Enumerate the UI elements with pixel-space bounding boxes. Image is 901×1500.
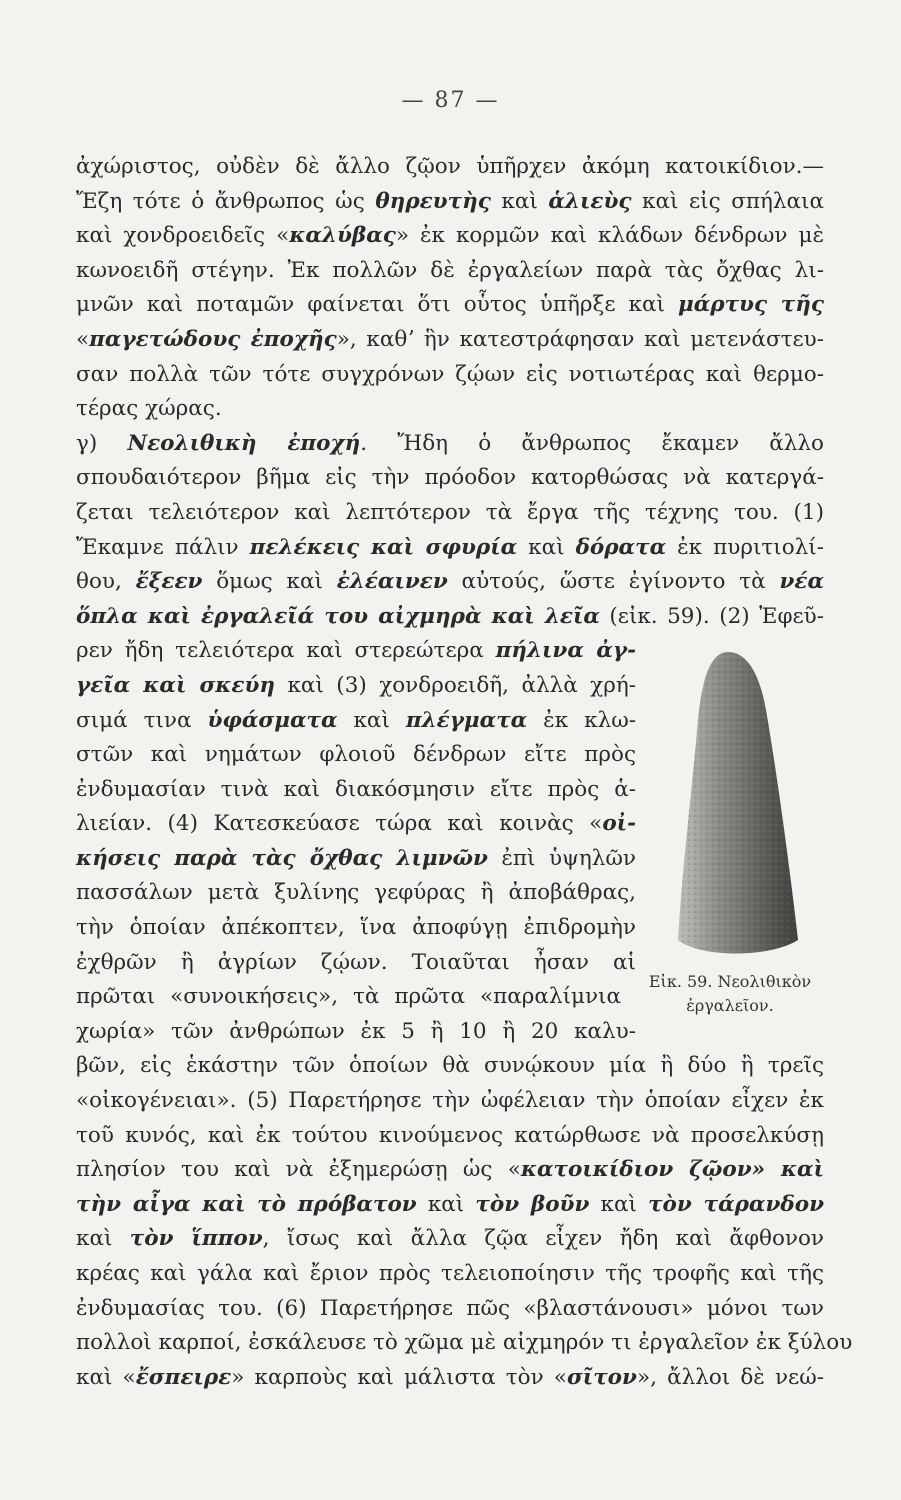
plain-text: ἐπὶ ὑψηλῶν xyxy=(487,845,637,871)
emphasis-text: τὸν ἵππον xyxy=(129,1226,263,1252)
emphasis-text: ἐλέαινεν xyxy=(336,569,448,595)
emphasis-text: τὸν τάρανδον xyxy=(648,1191,824,1217)
plain-text: καὶ « xyxy=(76,1364,136,1390)
text-line xyxy=(76,669,636,704)
plain-text: τέρας χώρας. xyxy=(76,396,222,422)
text-line xyxy=(76,1292,824,1327)
emphasis-text: πελέκεις καὶ σφυρία xyxy=(249,534,518,560)
figure-caption-line: ἐργαλεῖον. xyxy=(686,996,774,1015)
text-line xyxy=(76,842,636,877)
plain-text: καὶ xyxy=(416,1191,476,1217)
emphasis-text: παγετώδους ἐποχῆς xyxy=(89,326,337,352)
plain-text: σαν πολλὰ τῶν τότε συγχρόνων ζῴων εἰς νοτιωτέρας καὶ θερμο- xyxy=(76,361,824,387)
plain-text: (εἰκ. 59). (2) Ἐφεῦ- xyxy=(599,603,824,629)
text-line xyxy=(76,738,636,773)
text-line xyxy=(76,946,636,981)
emphasis-text: ἔσπειρε xyxy=(135,1364,232,1390)
plain-text: Ἔζη τότε ὁ ἄνθρωπος ὡς xyxy=(76,188,376,214)
text-line xyxy=(76,358,824,393)
plain-text: καὶ χονδροειδεῖς « xyxy=(76,223,290,249)
text-line xyxy=(76,634,636,669)
plain-text: » καρποὺς καὶ μάλιστα τὸν « xyxy=(231,1364,567,1390)
plain-text: στῶν καὶ νημάτων φλοιοῦ δένδρων εἴτε πρὸς xyxy=(76,742,636,768)
stone-tool-image xyxy=(640,640,830,970)
emphasis-text: ὅπλα καὶ ἐργαλεῖά του αἰχμηρὰ καὶ λεῖα xyxy=(76,603,600,629)
plain-text: ὅμως καὶ xyxy=(202,569,337,595)
plain-text: καὶ xyxy=(589,1191,649,1217)
plain-text: ἐνδυμασίαν τινὰ καὶ διακόσμησιν εἴτε πρὸς ἁ- xyxy=(76,776,636,802)
plain-text: καὶ xyxy=(337,707,406,733)
text-line xyxy=(76,704,636,739)
emphasis-text: πλέγματα xyxy=(405,707,528,733)
plain-text: «οἰκογένειαι». (5) Παρετήρησε τὴν ὠφέλειαν τὴν ὁποίαν εἶχεν ἐκ xyxy=(76,1088,824,1114)
emphasis-text: οἰ- xyxy=(602,811,636,837)
emphasis-text: θηρευτὴς xyxy=(375,188,491,214)
plain-text: καὶ εἰς σπήλαια xyxy=(631,188,824,214)
text-line xyxy=(76,1222,824,1257)
plain-text: βῶν, εἰς ἑκάστην τῶν ὁποίων θὰ συνῴκουν μία ἢ δύο ἢ τρεῖς xyxy=(76,1053,824,1079)
plain-text: πολλοὶ καρποί, ἐσκάλευσε τὸ χῶμα μὲ αἰχμηρόν τι ἐργαλεῖον ἐκ ξύλου xyxy=(76,1330,853,1356)
text-line xyxy=(76,427,824,462)
plain-text: τὴν ὁποίαν ἀπέκοπτεν, ἵνα ἀποφύγῃ ἐπιδρομὴν xyxy=(76,915,636,941)
text-line xyxy=(76,773,636,808)
text-line xyxy=(76,496,824,531)
plain-text: ἀχώριστος, οὐδὲν δὲ ἄλλο ζῷον ὑπῆρχεν ἀκόμη κατοικίδιον.— xyxy=(76,154,824,179)
plain-text: γ) xyxy=(76,430,128,456)
text-line xyxy=(76,219,824,254)
plain-text: », καθʼ ἣν κατεστράφησαν καὶ μετενάστευ- xyxy=(336,326,824,352)
figure-caption-line: Εἰκ. 59. Νεολιθικὸν xyxy=(648,972,812,991)
emphasis-text: Νεολιθικὴ ἐποχή xyxy=(127,430,361,456)
text-line xyxy=(76,461,824,496)
text-line xyxy=(76,1015,636,1050)
plain-text: ζεται τελειότερον καὶ λεπτότερον τὰ ἔργα τῆς τέχνης του. (1) xyxy=(76,499,824,525)
text-line xyxy=(76,600,824,635)
plain-text: « xyxy=(76,326,90,352)
text-line xyxy=(76,150,824,185)
plain-text: » ἐκ κορμῶν καὶ κλάδων δένδρων μὲ xyxy=(395,223,825,249)
plain-text: καὶ xyxy=(76,1226,130,1252)
emphasis-text: ἁλιεὺς xyxy=(548,188,632,214)
text-line xyxy=(76,531,824,566)
emphasis-text: καλύβας xyxy=(289,223,396,249)
emphasis-text: δόρατα xyxy=(575,534,667,560)
plain-text: μνῶν καὶ ποταμῶν φαίνεται ὅτι οὗτος ὑπῆρξε καὶ xyxy=(76,292,679,318)
figure-caption xyxy=(630,970,830,1018)
emphasis-text: γεῖα καὶ σκεύη xyxy=(76,672,276,698)
plain-text: καὶ (3) χονδροειδῆ, ἀλλὰ χρή- xyxy=(275,672,636,698)
plain-text: ρεν ἤδη τελειότερα καὶ στερεώτερα xyxy=(76,638,496,664)
plain-text: ἐνδυμασίας του. (6) Παρετήρησε πῶς «βλαστάνουσι» μόνοι των xyxy=(76,1295,824,1321)
emphasis-text: τὸν βοῦν xyxy=(475,1191,590,1217)
text-line xyxy=(76,876,636,911)
emphasis-text: κήσεις παρὰ τὰς ὄχθας λιμνῶν xyxy=(76,845,488,871)
text-line xyxy=(76,1119,824,1154)
plain-text: πρῶται «συνοικήσεις», τὰ πρῶτα «παραλίμνια xyxy=(76,984,621,1010)
emphasis-text: ὑφάσματα xyxy=(207,707,338,733)
emphasis-text: πήλινα ἀγ- xyxy=(495,638,636,664)
emphasis-text: ἔξεεν xyxy=(135,569,203,595)
emphasis-text: κατοικίδιον ζῷον» καὶ xyxy=(520,1157,824,1183)
text-line xyxy=(76,911,636,946)
text-line xyxy=(76,254,824,289)
plain-text: πλησίον του καὶ νὰ ἐξημερώσῃ ὡς « xyxy=(76,1157,521,1183)
emphasis-text: σῖτον xyxy=(566,1364,637,1390)
emphasis-text: τὴν αἶγα καὶ τὸ πρόβατον xyxy=(76,1191,417,1217)
text-line xyxy=(76,565,824,600)
plain-text: κρέας καὶ γάλα καὶ ἔριον πρὸς τελειοποίησιν τῆς τροφῆς καὶ τῆς xyxy=(76,1261,824,1286)
plain-text: ἐχθρῶν ἢ ἀγρίων ζῴων. Τοιαῦται ἦσαν αἱ xyxy=(76,949,636,975)
text-line xyxy=(76,1257,824,1292)
plain-text: καὶ xyxy=(517,534,576,560)
text-line xyxy=(76,288,824,323)
text-line xyxy=(76,323,824,358)
plain-text: . Ἤδη ὁ ἄνθρωπος ἔκαμεν ἄλλο xyxy=(360,430,825,456)
text-line xyxy=(76,1326,853,1361)
plain-text: ἐκ κλω- xyxy=(527,707,636,733)
plain-text: σπουδαιότερον βῆμα εἰς τὴν πρόοδον κατορθώσας νὰ κατεργά- xyxy=(76,465,824,491)
text-line xyxy=(76,1153,824,1188)
text-line xyxy=(76,185,824,220)
neolithic-tool-figure xyxy=(640,640,830,1025)
text-line xyxy=(76,1361,824,1396)
text-line xyxy=(76,807,636,842)
plain-text: ἐκ πυριτιολί- xyxy=(666,534,824,560)
plain-text: κωνοειδῆ στέγην. Ἐκ πολλῶν δὲ ἐργαλείων παρὰ τὰς ὄχθας λι- xyxy=(76,257,824,283)
emphasis-text: νέα xyxy=(779,569,824,595)
text-line xyxy=(76,980,621,1015)
plain-text: », ἄλλοι δὲ νεώ- xyxy=(636,1364,824,1390)
plain-text: πασσάλων μετὰ ξυλίνης γεφύρας ἢ ἀποβάθρας, xyxy=(76,880,636,906)
plain-text: λιείαν. (4) Κατεσκεύασε τώρα καὶ κοινὰς « xyxy=(76,811,603,837)
plain-text: τοῦ κυνός, καὶ ἐκ τούτου κινούμενος κατώρθωσε νὰ προσελκύσῃ xyxy=(76,1122,824,1148)
emphasis-text: μάρτυς τῆς xyxy=(678,292,824,318)
plain-text: σιμά τινα xyxy=(76,707,208,733)
text-line xyxy=(76,1188,824,1223)
plain-text: αὐτούς, ὥστε ἐγίνοντο τὰ xyxy=(447,569,780,595)
plain-text: καὶ xyxy=(490,188,549,214)
text-line xyxy=(76,1049,824,1084)
plain-text: Ἔκαμνε πάλιν xyxy=(76,534,250,560)
page-number: — 87 — xyxy=(401,88,500,113)
plain-text: θου, xyxy=(76,569,136,595)
plain-text: χωρία» τῶν ἀνθρώπων ἐκ 5 ἢ 10 ἢ 20 καλυ- xyxy=(76,1018,636,1044)
text-line xyxy=(76,392,824,427)
plain-text: , ἴσως καὶ ἄλλα ζῷα εἶχεν ἤδη καὶ ἄφθονον xyxy=(262,1226,824,1252)
text-line xyxy=(76,1084,824,1119)
